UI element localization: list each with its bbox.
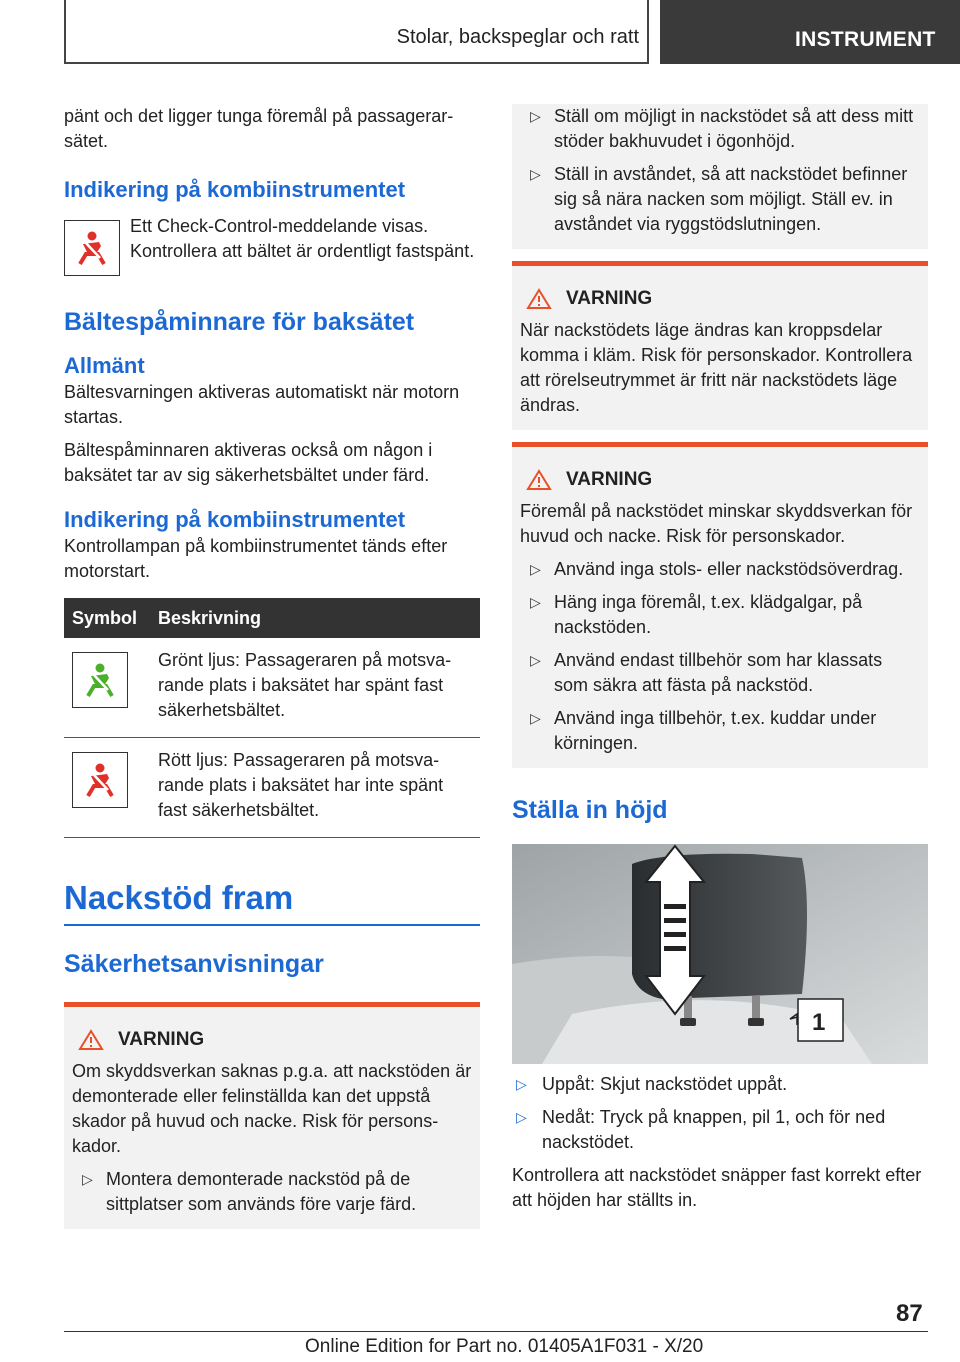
- list-item-text: Ställ om möjligt in nackstödet så att dess mitt stöder bakhuvudet i ögonhöjd.: [554, 106, 914, 151]
- table-row: [64, 638, 480, 738]
- warning-list-1: [72, 1167, 472, 1217]
- allmant-text-1: Bältesvarningen aktiveras automatiskt när motorn startas.: [64, 382, 460, 427]
- table-cell-symbol: [64, 638, 150, 738]
- heading-allmant: Allmänt: [64, 353, 145, 378]
- allmant-text-2: Bältespåminnaren aktiveras också om någon i baksätet tar av sig säkerhetsbältet under färd.: [64, 440, 433, 485]
- list-item-text: Ställ in avståndet, så att nackstödet befinner sig så nära nacken som möjligt. Ställ ev. in avståndet via ryggstödslutningen.: [554, 164, 908, 234]
- table-cell-symbol: [64, 738, 150, 838]
- list-item: [520, 557, 920, 582]
- height-list: [512, 1072, 928, 1155]
- table-cell-description: Rött ljus: Passageraren på motsvarande plats i baksätet har inte spänt fast säkerhetsbältet.: [150, 738, 480, 838]
- triangle-bullet-icon: ▷: [530, 652, 541, 668]
- heading-indikering-2: Indikering på kombiinstrumentet: [64, 507, 406, 532]
- list-item: [520, 706, 920, 756]
- header-section-title: Stolar, backspeglar och ratt: [396, 26, 639, 48]
- triangle-bullet-icon: ▷: [530, 166, 541, 182]
- list-item: [512, 1105, 928, 1155]
- header-chapter-tab: [660, 0, 960, 64]
- symbol-table: [64, 598, 480, 838]
- list-item: [512, 1072, 928, 1097]
- triangle-bullet-icon: ▷: [530, 594, 541, 610]
- seatbelt-warning-icon: [64, 220, 120, 276]
- left-column: [64, 104, 480, 1229]
- list-item: [520, 648, 920, 698]
- warning-label: VARNING: [118, 1029, 205, 1050]
- header-chapter-title: INSTRUMENT: [795, 28, 936, 51]
- warning-box-1: [64, 1002, 480, 1229]
- callout-number: 1: [812, 1009, 826, 1036]
- footer-divider: [64, 1331, 928, 1332]
- warning-text-1: Om skyddsverkan saknas p.g.a. att nackstöden är demonterade eller felinställda kan det uppstå skador på huvud och nacke. Risk för personskador.: [72, 1061, 472, 1156]
- warning-title-2: [520, 288, 920, 310]
- list-item: [520, 590, 920, 640]
- heading-baltespaminnare: Bältespåminnare för baksätet: [64, 308, 415, 336]
- heading-sakerhetsanvisningar: Säkerhetsanvisningar: [64, 950, 324, 978]
- table-header-symbol: Symbol: [64, 598, 150, 638]
- right-column: [512, 104, 928, 1213]
- warning-label: VARNING: [566, 469, 653, 490]
- warning-label: VARNING: [566, 288, 653, 309]
- list-item: [520, 104, 920, 154]
- heading-indikering-1: Indikering på kombiinstrumentet: [64, 177, 406, 202]
- intro-text: pänt och det ligger tunga föremål på passagerarsätet.: [64, 106, 454, 151]
- heading-nackstod-fram: Nackstöd fram: [64, 878, 480, 926]
- instruction-list: [520, 104, 920, 237]
- list-item-text: Använd inga tillbehör, t.ex. kuddar under körningen.: [554, 708, 877, 753]
- table-cell-description: Grönt ljus: Passageraren på motsvarande plats i baksätet har spänt fast säkerhetsbältet.: [150, 638, 480, 738]
- indikering-text: Kontrollampan på kombiinstrumentet tänds efter motorstart.: [64, 536, 448, 581]
- list-item: [520, 162, 920, 237]
- list-item-text: Nedåt: Tryck på knappen, pil 1, och för ned nackstödet.: [542, 1107, 886, 1152]
- instruction-box: [512, 104, 928, 249]
- triangle-bullet-icon: ▷: [82, 1171, 93, 1187]
- headrest-photo: [512, 844, 928, 1064]
- list-item-text: Montera demonterade nackstöd på de sittplatser som används före varje färd.: [106, 1169, 417, 1214]
- list-item-text: Häng inga föremål, t.ex. klädgalgar, på nackstöden.: [554, 592, 863, 637]
- warning-text-2: När nackstödets läge ändras kan kroppsdelar komma i kläm. Risk för personskador. Kontrollera att rörelseutrymmet är fritt när nackstödets läge ändras.: [520, 320, 913, 415]
- footer-edition: Online Edition for Part no. 01405A1F031 - X/20: [305, 1336, 704, 1357]
- warning-triangle-icon: [78, 1029, 104, 1051]
- warning-box-3: [512, 442, 928, 768]
- check-control-block: [64, 214, 480, 276]
- page-number: 87: [896, 1300, 923, 1327]
- triangle-bullet-icon: ▷: [530, 710, 541, 726]
- list-item: [72, 1167, 472, 1217]
- triangle-bullet-icon: ▷: [530, 561, 541, 577]
- table-header-row: [64, 598, 480, 638]
- seatbelt-red-icon: [72, 752, 128, 808]
- table-header-description: Beskrivning: [150, 598, 480, 638]
- list-item-text: Använd endast tillbehör som har klassats som säkra att fästa på nackstöd.: [554, 650, 883, 695]
- seatbelt-green-icon: [72, 652, 128, 708]
- triangle-bullet-icon: ▷: [530, 108, 541, 124]
- check-control-text: Ett Check-Control-meddelande visas. Kontrollera att bältet är ordentligt fastspänt.: [130, 216, 475, 261]
- table-row: [64, 738, 480, 838]
- header-section-box: [64, 0, 649, 64]
- warning-triangle-icon: [526, 288, 552, 310]
- warning-title-1: [72, 1029, 472, 1051]
- warning-triangle-icon: [526, 469, 552, 491]
- warning-title-3: [520, 469, 920, 491]
- list-item-text: Uppåt: Skjut nackstödet uppåt.: [542, 1074, 788, 1094]
- warning-text-3: Föremål på nackstödet minskar skyddsverkan för huvud och nacke. Risk för personskador.: [520, 501, 913, 546]
- list-item-text: Använd inga stols- eller nackstödsöverdrag.: [554, 559, 904, 579]
- warning-box-2: [512, 261, 928, 430]
- heading-stalla-in-hojd: Ställa in höjd: [512, 796, 668, 824]
- warning-list-3: [520, 557, 920, 756]
- triangle-bullet-icon: ▷: [516, 1076, 527, 1092]
- triangle-bullet-icon: ▷: [516, 1109, 527, 1125]
- final-text: Kontrollera att nackstödet snäpper fast korrekt efter att höjden har ställts in.: [512, 1165, 922, 1210]
